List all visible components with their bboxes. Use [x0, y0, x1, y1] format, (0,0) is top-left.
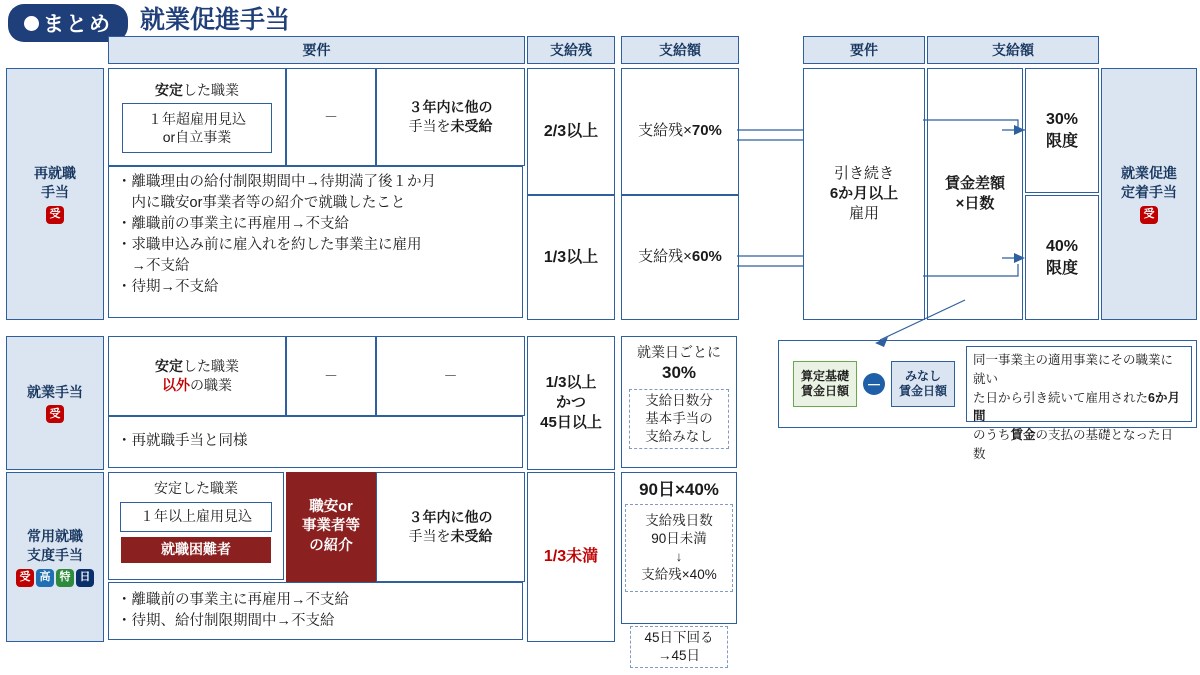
row-label-saishushoku-teate: 再就職 手当 受 [6, 68, 104, 320]
badge-group [46, 206, 64, 224]
column-header-amount: 支給額 [621, 36, 739, 64]
amount-shugyo: 就業日ごとに 30% 支給日数分 基本手当の 支給みなし [621, 336, 737, 468]
column-header-requirement-2: 要件 [803, 36, 925, 64]
condition-no-other-allowance: ３年内に他の 手当を未受給 [376, 68, 525, 166]
condition-joyo-referral: 職安or 事業者等 の紹介 [286, 472, 376, 582]
condition-stable-job: 安定した職業 １年超雇用見込 or自立事業 [108, 68, 286, 166]
row-label-shugyo-teate: 就業手当 受 [6, 336, 104, 470]
right-rate-30: 30% 限度 [1025, 68, 1099, 193]
matome-label: まとめ [43, 13, 112, 36]
row-label-joyo-shushoku: 常用就職 支度手当 受 高 特 日 [6, 472, 104, 642]
condition-joyo-no-other-allowance: ３年内に他の 手当を未受給 [376, 472, 525, 582]
condition-joyo-stable-job: 安定した職業 １年以上雇用見込 就職困難者 [108, 472, 284, 580]
condition-b-empty: － [286, 68, 376, 166]
badge-toku: 特 [56, 569, 74, 587]
formula-deemed-wage: みなし 賃金日額 [891, 361, 955, 407]
column-header-requirement: 要件 [108, 36, 525, 64]
badge-nichi: 日 [76, 569, 94, 587]
minus-icon: － [863, 373, 885, 395]
formula-base-wage: 算定基礎 賃金日額 [793, 361, 857, 407]
badge-group [16, 569, 94, 587]
condition-joyo-difficult: 就職困難者 [121, 537, 271, 563]
badge-ju: 受 [46, 405, 64, 423]
page-title: 就業促進手当 [140, 7, 290, 39]
notes-joyo: ・離職前の事業主に再雇用→不支給 ・待期、給付制限期間中→不支給 [108, 582, 523, 640]
condition-non-stable-job: 安定した職業 以外の職業 [108, 336, 286, 416]
amount-60-percent: 支給残×60% [621, 195, 739, 320]
amount-joyo-note: 支給残日数 90日未満 ↓ 支給残×40% [625, 504, 733, 592]
badge-group [1140, 206, 1158, 224]
column-header-balance: 支給残 [527, 36, 615, 64]
badge-ko: 高 [36, 569, 54, 587]
condition-stable-job-detail: １年超雇用見込 or自立事業 [122, 103, 272, 153]
formula-expression [786, 350, 962, 418]
right-rate-40: 40% 限度 [1025, 195, 1099, 320]
badge-group [46, 405, 64, 423]
matome-dot-icon [24, 16, 39, 31]
balance-shugyo: 1/3以上 かつ 45日以上 [527, 336, 615, 470]
formula-note: 同一事業主の適用事業にその職業に就い た日から引き続いて雇用された6か月間 のうち賃金の支払の基礎となった日数 [966, 346, 1192, 422]
notes-saishushoku: ・離職理由の給付制限期間中→待期満了後１か月 内に職安or事業者等の紹介で就職したこと ・離職前の事業主に再雇用→不支給 ・求職申込み前に雇入れを約した事業主に雇用 →不支給 ・待期→不支給 [108, 166, 523, 318]
amount-70-percent: 支給残×70% [621, 68, 739, 195]
amount-joyo-min-note: 45日下回る →45日 [630, 626, 728, 668]
badge-ju: 受 [16, 569, 34, 587]
badge-ju: 受 [46, 206, 64, 224]
right-label-teichaku-teate: 就業促進 定着手当 受 [1101, 68, 1197, 320]
badge-ju: 受 [1140, 206, 1158, 224]
right-amount-wage-diff: 賃金差額 ×日数 [927, 68, 1023, 320]
right-requirement-6-months: 引き続き 6か月以上 雇用 [803, 68, 925, 320]
balance-joyo: 1/3未満 [527, 472, 615, 642]
balance-2-3-or-more: 2/3以上 [527, 68, 615, 195]
balance-1-3-or-more: 1/3以上 [527, 195, 615, 320]
condition-joyo-detail: １年以上雇用見込 [120, 502, 272, 532]
condition-c-empty-2: － [376, 336, 525, 416]
amount-shugyo-note: 支給日数分 基本手当の 支給みなし [629, 389, 729, 449]
condition-b-empty-2: － [286, 336, 376, 416]
amount-joyo: 90日×40% 支給残日数 90日未満 ↓ 支給残×40% [621, 472, 737, 624]
column-header-amount-2: 支給額 [927, 36, 1099, 64]
notes-shugyo: ・再就職手当と同様 [108, 416, 523, 468]
